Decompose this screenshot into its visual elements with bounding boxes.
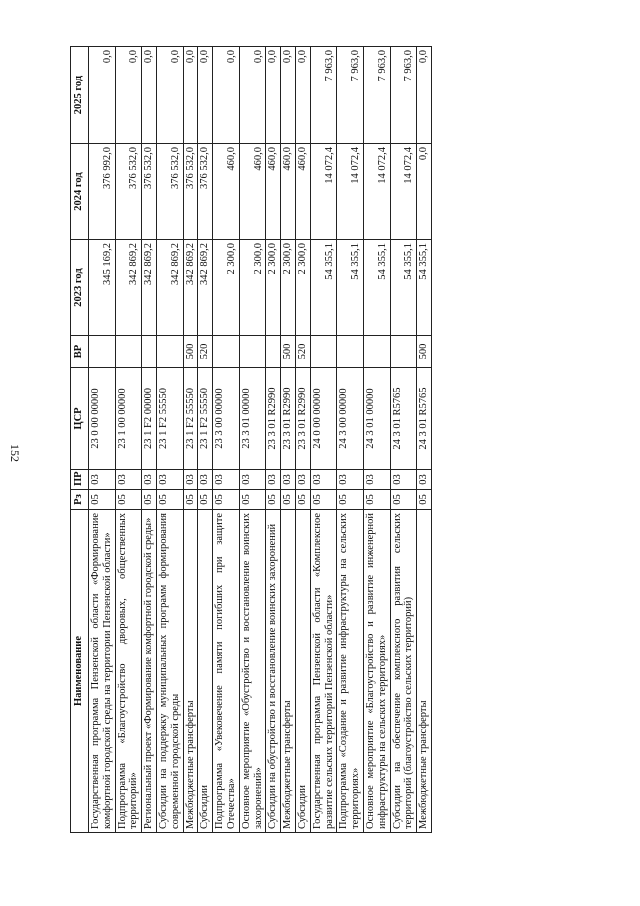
table-row — [266, 47, 281, 833]
table-row — [295, 47, 310, 833]
header-rz: Рз — [71, 490, 89, 510]
row-pr: 03 — [142, 470, 157, 490]
row-csr: 23 3 01 00000 — [239, 368, 266, 470]
row-pr: 03 — [417, 470, 432, 490]
row-value-2023: 54 355,1 — [310, 240, 337, 336]
row-value-2023: 54 355,1 — [390, 240, 417, 336]
row-pr: 03 — [266, 470, 281, 490]
row-value-2025: 0,0 — [295, 47, 310, 144]
row-name: Межбюджетные трансферты — [417, 510, 432, 833]
row-vr: 500 — [417, 336, 432, 368]
row-csr: 23 3 01 R2990 — [295, 368, 310, 470]
row-value-2023: 2 300,0 — [295, 240, 310, 336]
table-row — [239, 47, 266, 833]
row-name: Основное мероприятие «Благоустройство и развитие инженерной инфраструктуры на сельских территориях» — [363, 510, 390, 833]
table-row — [115, 47, 142, 833]
page-number: 152 — [8, 444, 22, 462]
row-csr: 24 3 00 00000 — [337, 368, 364, 470]
row-name: Межбюджетные трансферты — [183, 510, 198, 833]
row-value-2023: 345 169,2 — [89, 240, 116, 336]
row-pr: 03 — [213, 470, 240, 490]
row-pr: 03 — [89, 470, 116, 490]
row-rz: 05 — [417, 490, 432, 510]
row-csr: 24 3 01 00000 — [363, 368, 390, 470]
row-vr — [390, 336, 417, 368]
row-rz: 05 — [281, 490, 296, 510]
row-pr: 03 — [337, 470, 364, 490]
row-value-2025: 7 963,0 — [337, 47, 364, 144]
header-pr: ПР — [71, 470, 89, 490]
row-vr: 500 — [281, 336, 296, 368]
row-csr: 23 1 00 00000 — [115, 368, 142, 470]
row-pr: 03 — [295, 470, 310, 490]
row-vr — [310, 336, 337, 368]
row-name: Государственная программа Пензенской области «Комплексное развитие сельских территорий Пензенской области» — [310, 510, 337, 833]
row-value-2023: 342 869,2 — [183, 240, 198, 336]
header-2024: 2024 год — [71, 144, 89, 240]
row-pr: 03 — [281, 470, 296, 490]
row-value-2025: 0,0 — [213, 47, 240, 144]
row-value-2025: 0,0 — [281, 47, 296, 144]
row-value-2025: 0,0 — [417, 47, 432, 144]
row-value-2023: 342 869,2 — [115, 240, 142, 336]
row-value-2025: 0,0 — [89, 47, 116, 144]
table-row — [213, 47, 240, 833]
row-csr: 24 3 01 R5765 — [390, 368, 417, 470]
row-value-2024: 376 532,0 — [156, 144, 183, 240]
row-name: Межбюджетные трансферты — [281, 510, 296, 833]
header-2025: 2025 год — [71, 47, 89, 144]
row-vr — [363, 336, 390, 368]
row-pr: 03 — [310, 470, 337, 490]
row-value-2024: 376 532,0 — [198, 144, 213, 240]
row-value-2025: 0,0 — [142, 47, 157, 144]
row-csr: 23 1 F2 00000 — [142, 368, 157, 470]
row-rz: 05 — [183, 490, 198, 510]
row-name: Субсидии — [295, 510, 310, 833]
row-csr: 24 3 01 R5765 — [417, 368, 432, 470]
row-vr — [213, 336, 240, 368]
row-value-2025: 0,0 — [198, 47, 213, 144]
budget-table — [70, 46, 432, 833]
rotated-page-content — [70, 47, 566, 833]
row-value-2023: 342 869,2 — [142, 240, 157, 336]
row-pr: 03 — [363, 470, 390, 490]
row-name: Региональный проект «Формирование комфортной городской среды» — [142, 510, 157, 833]
table-row — [363, 47, 390, 833]
row-value-2024: 14 072,4 — [310, 144, 337, 240]
row-vr — [239, 336, 266, 368]
row-value-2023: 2 300,0 — [239, 240, 266, 336]
row-rz: 05 — [156, 490, 183, 510]
row-value-2023: 2 300,0 — [266, 240, 281, 336]
row-vr: 500 — [183, 336, 198, 368]
row-csr: 23 1 F2 55550 — [198, 368, 213, 470]
row-value-2023: 342 869,2 — [156, 240, 183, 336]
row-rz: 05 — [213, 490, 240, 510]
row-value-2024: 376 532,0 — [115, 144, 142, 240]
row-name: Субсидии на обеспечение комплексного развития сельских территорий (благоустройство сельских территорий) — [390, 510, 417, 833]
row-csr: 23 3 00 00000 — [213, 368, 240, 470]
header-2023: 2023 год — [71, 240, 89, 336]
row-vr — [156, 336, 183, 368]
row-name: Субсидии на обустройство и восстановление воинских захоронений — [266, 510, 281, 833]
table-row — [281, 47, 296, 833]
row-rz: 05 — [115, 490, 142, 510]
table-row — [337, 47, 364, 833]
header-csr: ЦСР — [71, 368, 89, 470]
table-row — [156, 47, 183, 833]
row-value-2025: 0,0 — [239, 47, 266, 144]
row-value-2023: 54 355,1 — [417, 240, 432, 336]
row-csr: 23 0 00 00000 — [89, 368, 116, 470]
row-value-2024: 460,0 — [281, 144, 296, 240]
row-pr: 03 — [198, 470, 213, 490]
table-row — [142, 47, 157, 833]
row-csr: 23 3 01 R2990 — [266, 368, 281, 470]
row-pr: 03 — [239, 470, 266, 490]
row-name: Подпрограмма «Увековечение памяти погибших при защите Отечества» — [213, 510, 240, 833]
row-rz: 05 — [337, 490, 364, 510]
row-name: Субсидии на поддержку муниципальных программ формирования современной городской среды — [156, 510, 183, 833]
row-name: Основное мероприятие «Обустройство и восстановление воинских захоронений» — [239, 510, 266, 833]
row-value-2024: 0,0 — [417, 144, 432, 240]
table-row — [310, 47, 337, 833]
row-csr: 23 3 01 R2990 — [281, 368, 296, 470]
row-pr: 03 — [115, 470, 142, 490]
row-vr: 520 — [198, 336, 213, 368]
row-vr — [89, 336, 116, 368]
header-vr: ВР — [71, 336, 89, 368]
row-vr: 520 — [295, 336, 310, 368]
table-row — [198, 47, 213, 833]
row-csr: 23 1 F2 55550 — [156, 368, 183, 470]
row-value-2024: 460,0 — [266, 144, 281, 240]
table-row — [89, 47, 116, 833]
row-value-2023: 2 300,0 — [281, 240, 296, 336]
table-row — [390, 47, 417, 833]
row-value-2024: 376 532,0 — [142, 144, 157, 240]
row-rz: 05 — [198, 490, 213, 510]
row-value-2025: 0,0 — [156, 47, 183, 144]
row-value-2025: 0,0 — [183, 47, 198, 144]
row-value-2025: 0,0 — [115, 47, 142, 144]
row-value-2023: 342 869,2 — [198, 240, 213, 336]
row-rz: 05 — [390, 490, 417, 510]
row-csr: 24 0 00 00000 — [310, 368, 337, 470]
row-value-2024: 460,0 — [239, 144, 266, 240]
row-rz: 05 — [295, 490, 310, 510]
row-name: Подпрограмма «Создание и развитие инфраструктуры на сельских территориях» — [337, 510, 364, 833]
row-rz: 05 — [239, 490, 266, 510]
row-name: Субсидии — [198, 510, 213, 833]
row-value-2024: 376 992,0 — [89, 144, 116, 240]
row-value-2025: 7 963,0 — [390, 47, 417, 144]
row-rz: 05 — [89, 490, 116, 510]
table-row — [417, 47, 432, 833]
row-name: Государственная программа Пензенской области «Формирование комфортной городской среды на территории Пензенской области» — [89, 510, 116, 833]
row-rz: 05 — [363, 490, 390, 510]
row-value-2024: 460,0 — [295, 144, 310, 240]
row-pr: 03 — [183, 470, 198, 490]
row-value-2024: 14 072,4 — [390, 144, 417, 240]
row-value-2025: 7 963,0 — [363, 47, 390, 144]
row-value-2025: 0,0 — [266, 47, 281, 144]
row-rz: 05 — [310, 490, 337, 510]
row-value-2023: 54 355,1 — [363, 240, 390, 336]
row-value-2024: 460,0 — [213, 144, 240, 240]
row-vr — [266, 336, 281, 368]
row-vr — [142, 336, 157, 368]
header-name: Наименование — [71, 510, 89, 833]
table-header-row — [71, 47, 89, 833]
row-csr: 23 1 F2 55550 — [183, 368, 198, 470]
row-value-2024: 14 072,4 — [363, 144, 390, 240]
row-pr: 03 — [390, 470, 417, 490]
table-row — [183, 47, 198, 833]
row-name: Подпрограмма «Благоустройство дворовых, общественных территорий» — [115, 510, 142, 833]
row-rz: 05 — [142, 490, 157, 510]
row-value-2024: 14 072,4 — [337, 144, 364, 240]
row-vr — [337, 336, 364, 368]
row-rz: 05 — [266, 490, 281, 510]
row-value-2023: 54 355,1 — [337, 240, 364, 336]
row-pr: 03 — [156, 470, 183, 490]
row-vr — [115, 336, 142, 368]
row-value-2023: 2 300,0 — [213, 240, 240, 336]
row-value-2025: 7 963,0 — [310, 47, 337, 144]
row-value-2024: 376 532,0 — [183, 144, 198, 240]
